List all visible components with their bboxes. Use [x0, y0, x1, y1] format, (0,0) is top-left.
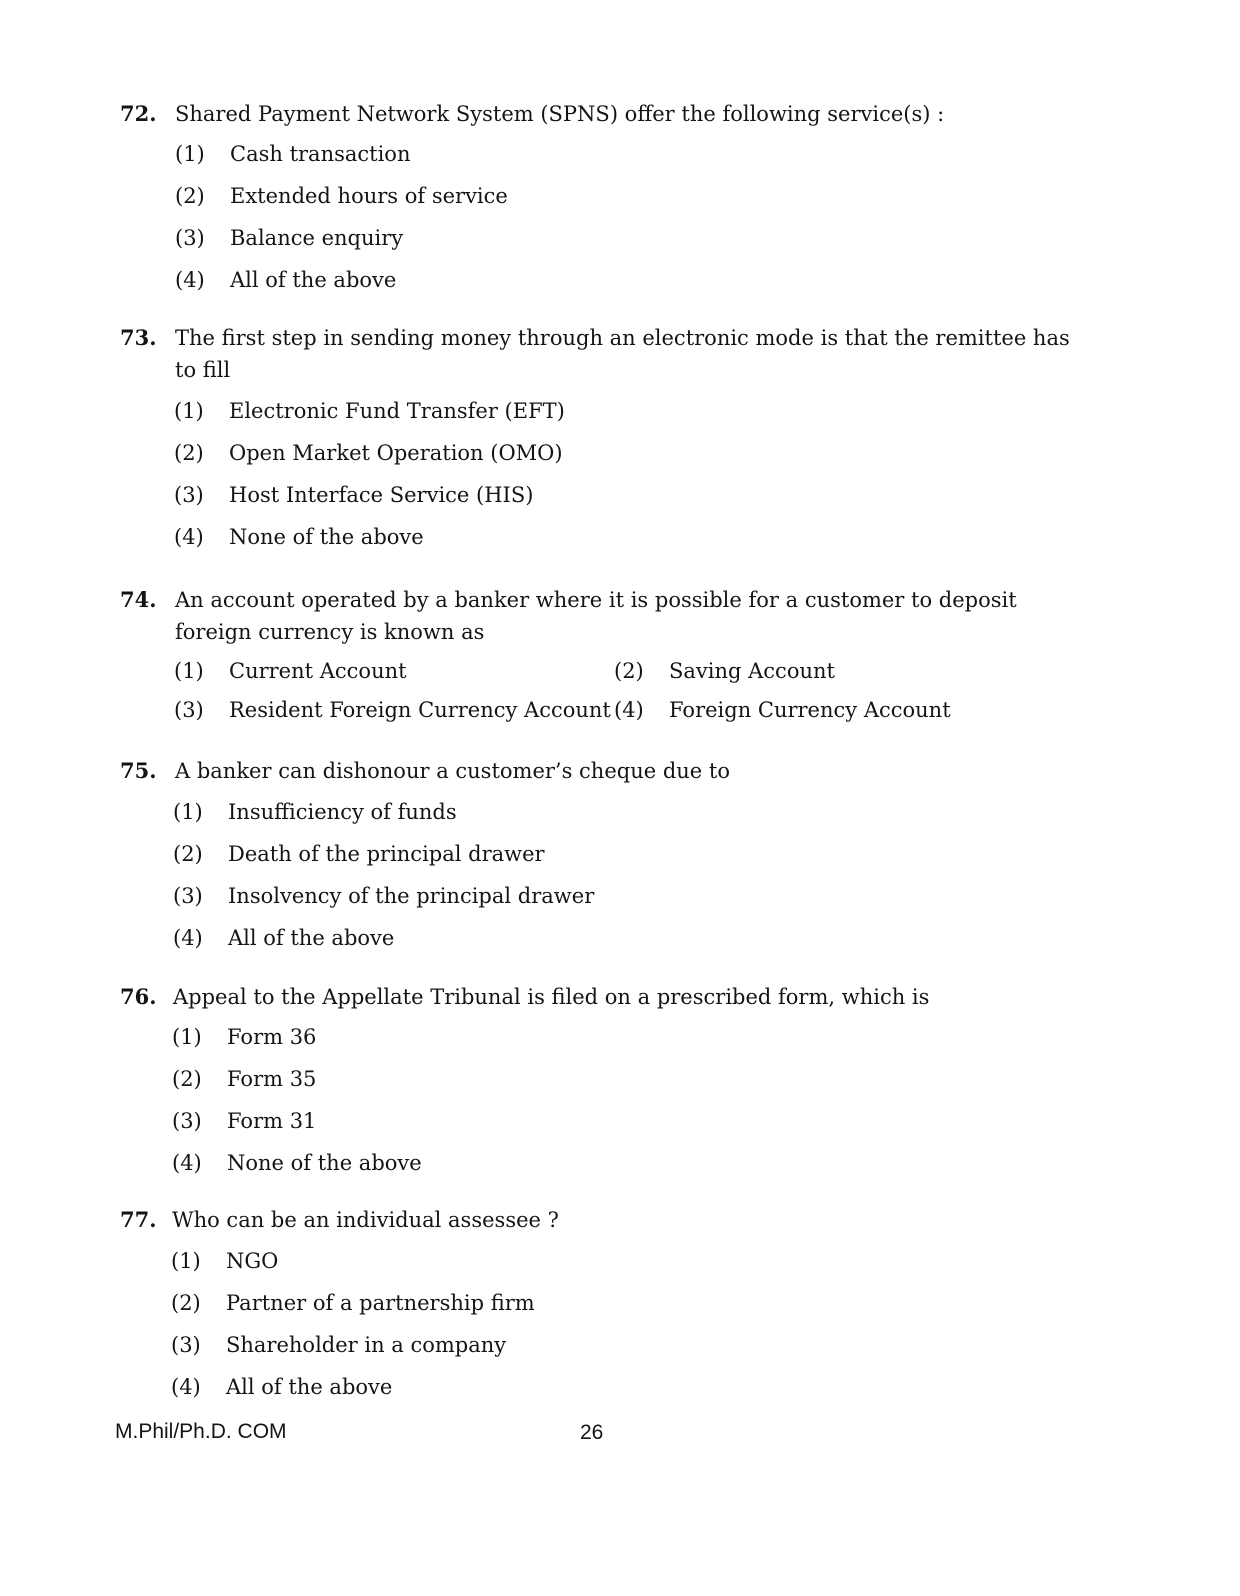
option-text: All of the above — [228, 926, 395, 950]
option-text: Electronic Fund Transfer (EFT) — [229, 399, 565, 423]
option-text: Form 35 — [227, 1067, 317, 1091]
question-number: 77. — [120, 1207, 157, 1232]
option-text: Extended hours of service — [230, 184, 508, 208]
option-number: (4) — [174, 525, 204, 549]
option-number: (3) — [174, 483, 204, 507]
option-number: (2) — [172, 1067, 202, 1091]
option-text: All of the above — [226, 1375, 393, 1399]
option-number: (2) — [173, 842, 203, 866]
option-text: Resident Foreign Currency Account — [229, 698, 611, 722]
option-number: (2) — [614, 659, 644, 683]
option-text: Shareholder in a company — [226, 1333, 507, 1357]
option-number: (3) — [172, 1109, 202, 1133]
option-number: (1) — [171, 1249, 201, 1273]
option-number: (4) — [175, 268, 205, 292]
question-number: 72. — [120, 101, 157, 126]
option-text: NGO — [226, 1249, 279, 1273]
option-number: (3) — [171, 1333, 201, 1357]
question-stem: A banker can dishonour a customer’s cheque due to — [175, 759, 730, 783]
option-text: Balance enquiry — [230, 226, 404, 250]
option-text: Form 31 — [227, 1109, 317, 1133]
option-text: All of the above — [230, 268, 397, 292]
question-number: 73. — [120, 325, 157, 350]
option-text: Saving Account — [669, 659, 835, 683]
option-text: Open Market Operation (OMO) — [229, 441, 563, 465]
option-number: (1) — [174, 399, 204, 423]
question-number: 74. — [120, 587, 157, 612]
option-number: (1) — [174, 659, 204, 683]
question-stem: Appeal to the Appellate Tribunal is filed on a prescribed form, which is — [173, 985, 930, 1009]
option-text: Form 36 — [227, 1025, 317, 1049]
option-text: Partner of a partnership firm — [226, 1291, 535, 1315]
question-stem: Shared Payment Network System (SPNS) offer the following service(s) : — [175, 102, 945, 126]
question-stem: An account operated by a banker where it is possible for a customer to deposit foreign currency is known as — [175, 588, 1017, 644]
option-number: (2) — [171, 1291, 201, 1315]
option-number: (3) — [173, 884, 203, 908]
question-stem: Who can be an individual assessee ? — [172, 1208, 559, 1232]
option-number: (4) — [614, 698, 644, 722]
option-text: Current Account — [229, 659, 407, 683]
question-number: 75. — [120, 758, 157, 783]
option-number: (4) — [172, 1151, 202, 1175]
option-text: None of the above — [227, 1151, 422, 1175]
footer-course-code: M.Phil/Ph.D. COM — [115, 1420, 287, 1443]
option-number: (4) — [171, 1375, 201, 1399]
option-text: None of the above — [229, 525, 424, 549]
option-text: Insolvency of the principal drawer — [228, 884, 595, 908]
option-number: (1) — [175, 142, 205, 166]
option-text: Host Interface Service (HIS) — [229, 483, 534, 507]
option-text: Foreign Currency Account — [669, 698, 951, 722]
question-number: 76. — [120, 984, 157, 1009]
option-number: (3) — [175, 226, 205, 250]
option-number: (3) — [174, 698, 204, 722]
option-number: (1) — [173, 800, 203, 824]
option-number: (1) — [172, 1025, 202, 1049]
option-text: Death of the principal drawer — [228, 842, 545, 866]
option-number: (2) — [175, 184, 205, 208]
option-text: Cash transaction — [230, 142, 411, 166]
option-number: (4) — [173, 926, 203, 950]
question-stem: The first step in sending money through an electronic mode is that the remittee has to fill — [175, 326, 1070, 382]
page-number: 26 — [580, 1421, 604, 1444]
option-number: (2) — [174, 441, 204, 465]
option-text: Insufficiency of funds — [228, 800, 457, 824]
